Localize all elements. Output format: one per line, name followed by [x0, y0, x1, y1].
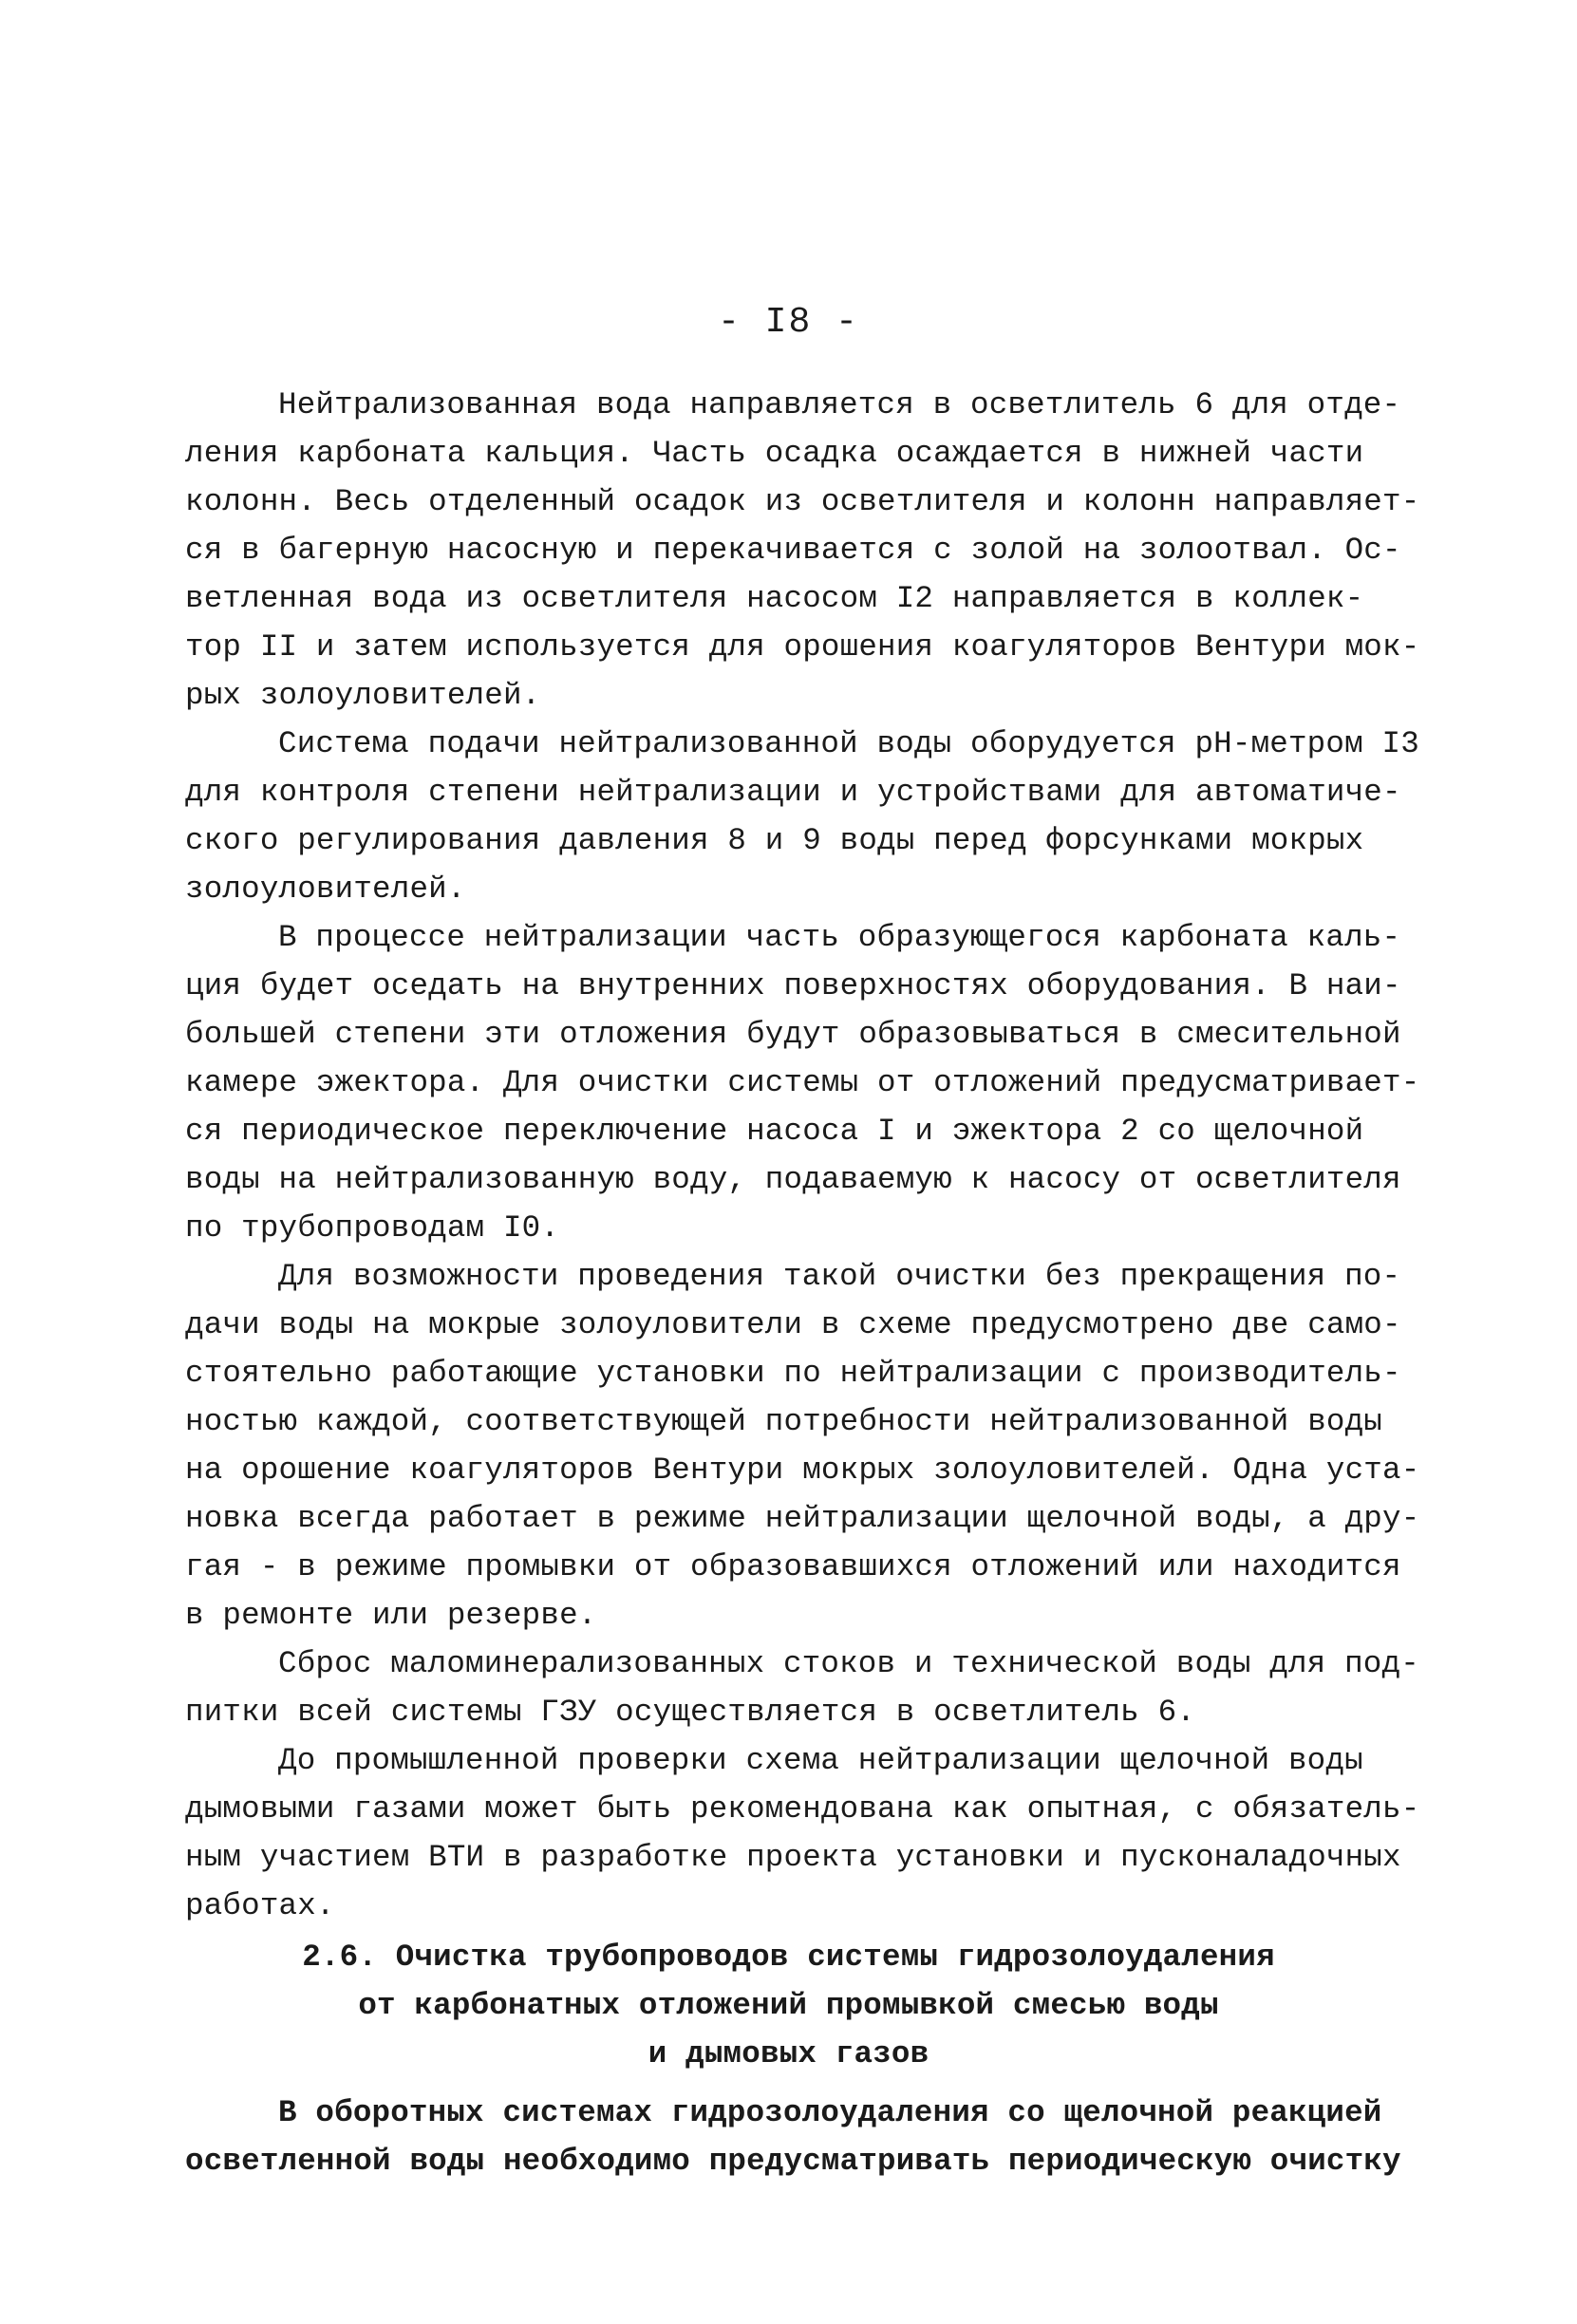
text-line: для контроля степени нейтрализации и устройствами для автоматиче- [185, 775, 1401, 810]
text-line: большей степени эти отложения будут образовываться в смесительной [185, 1017, 1401, 1052]
text-line: дачи воды на мокрые золоуловители в схеме предусмотрено две само- [185, 1307, 1401, 1342]
text-line: Система подачи нейтрализованной воды оборудуется рН-метром I3 [278, 726, 1419, 761]
text-line: ветленная вода из осветлителя насосом I2 направляется в коллек- [185, 581, 1364, 616]
text-line: золоуловителей. [185, 872, 466, 907]
text-line: ского регулирования давления 8 и 9 воды перед форсунками мокрых [185, 823, 1364, 858]
text-line: ция будет оседать на внутренних поверхностях оборудования. В наи- [185, 968, 1401, 1003]
text-line: воды на нейтрализованную воду, подаваемую к насосу от осветлителя [185, 1162, 1401, 1197]
heading-line: и дымовых газов [648, 2036, 929, 2071]
text-line: стоятельно работающие установки по нейтрализации с производитель- [185, 1356, 1401, 1391]
text-line: ся в багерную насосную и перекачивается с золой на золоотвал. Ос- [185, 533, 1401, 568]
section-heading [0, 1933, 1577, 2078]
text-line: Нейтрализованная вода направляется в осветлитель 6 для отде- [278, 387, 1401, 422]
text-line: камере эжектора. Для очистки системы от отложений предусматривает- [185, 1065, 1420, 1100]
text-line: В оборотных системах гидрозолоудаления со щелочной реакцией [278, 2095, 1382, 2130]
text-line: ным участием ВТИ в разработке проекта установки и пусконаладочных [185, 1840, 1401, 1875]
text-line: Сброс маломинерализованных стоков и технической воды для под- [278, 1646, 1419, 1681]
text-line: Для возможности проведения такой очистки без прекращения по- [278, 1259, 1401, 1294]
text-line: на орошение коагуляторов Вентури мокрых золоуловителей. Одна уста- [185, 1452, 1420, 1488]
text-line: ся периодическое переключение насоса I и эжектора 2 со щелочной [185, 1114, 1364, 1149]
text-line: гая - в режиме промывки от образовавшихся отложений или находится [185, 1549, 1401, 1584]
text-line: осветленной воды необходимо предусматривать периодическую очистку [185, 2144, 1401, 2179]
text-line: ностью каждой, соответствующей потребности нейтрализованной воды [185, 1404, 1383, 1439]
heading-line: 2.6. Очистка трубопроводов системы гидрозолоудаления [302, 1940, 1275, 1975]
text-line: по трубопроводам I0. [185, 1210, 560, 1246]
text-line: новка всегда работает в режиме нейтрализации щелочной воды, а дру- [185, 1501, 1420, 1536]
text-line: в ремонте или резерве. [185, 1598, 597, 1633]
text-line: До промышленной проверки схема нейтрализации щелочной воды [278, 1743, 1363, 1778]
text-line: работах. [185, 1888, 335, 1923]
text-line: дымовыми газами может быть рекомендована как опытная, с обязатель- [185, 1791, 1420, 1827]
page-number: - I8 - [718, 302, 859, 343]
text-line: рых золоуловителей. [185, 678, 541, 713]
text-line: питки всей системы ГЗУ осуществляется в осветлитель 6. [185, 1695, 1195, 1730]
body-text-continued [185, 2089, 1457, 2185]
body-text [185, 381, 1457, 1930]
text-line: В процессе нейтрализации часть образующегося карбоната каль- [278, 920, 1401, 955]
heading-line: от карбонатных отложений промывкой смесью воды [358, 1988, 1219, 2023]
text-line: тор II и затем используется для орошения коагуляторов Вентури мок- [185, 629, 1420, 665]
text-line: колонн. Весь отделенный осадок из осветлителя и колонн направляет- [185, 484, 1420, 519]
text-line: ления карбоната кальция. Часть осадка осаждается в нижней части [185, 436, 1364, 471]
